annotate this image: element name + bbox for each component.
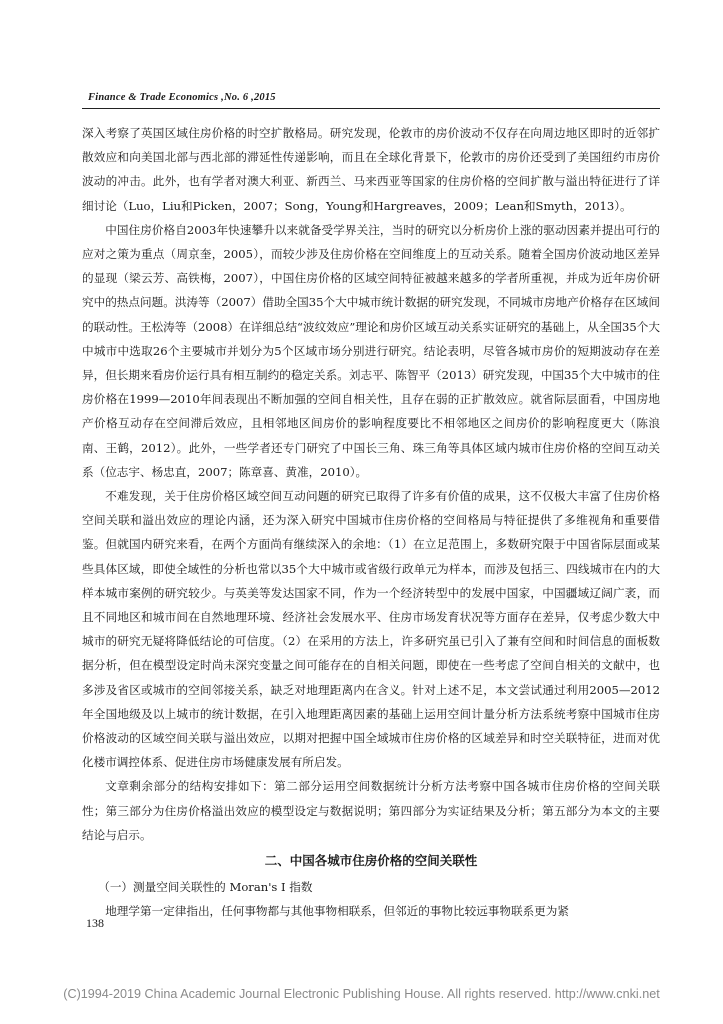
section-title: 二、中国各城市住房价格的空间关联性	[264, 853, 478, 869]
subsection-title: （一）测量空间关联性的 Moran's I 指数	[98, 880, 313, 895]
paragraph-4: 文章剩余部分的结构安排如下：第二部分运用空间数据统计分析方法考察中国各城市住房价格的空间关联性；第三部分为住房价格溢出效应的模型设定与数据说明；第四部分为实证结果及分析；第五部分为本文的主要结论与启示。	[82, 779, 660, 842]
paragraph-2: 中国住房价格自2003年快速攀升以来就备受学界关注，当时的研究以分析房价上涨的驱动因素并提出可行的应对之策为重点（周京奎，2005），而较少涉及住房价格在空间维度上的互动关系。随着全国房价波动地区差异的显现（梁云芳、高铁梅，2007），中国住房价格的区域空间特征被越来越多的学者所重视，并成为近年房价研究中的热点问题。洪涛等（2007）借助全国35个大中城市统计数据的研究发现，不同城市房地产价格存在区域间的联动性。王松涛等（2008）在详细总结“波纹效应”理论和房价区域互动关系实证研究的基础上，从全国35个大中城市中选取26个主要城市并划分为5个区域市场分别进行研究。结论表明，尽管各城市房价的短期波动存在差异，但长期来看房价运行具有相互制约的稳定关系。刘志平、陈智平（2013）研究发现，中国35个大中城市的住房价格在1999—2010年间表现出不断加强的空间自相关性，且存在弱的正扩散效应。就省际层面看，中国房地产价格互动存在空间滞后效应，且相邻地区间房价的影响程度要比不相邻地区之间房价的影响程度更大（陈浪南、王鹤，2012）。此外，一些学者还专门研究了中国长三角、珠三角等具体区域内城市住房价格的空间互动关系（位志宇、杨忠直，2007；陈章喜、黄准，2010）。	[82, 222, 660, 479]
paragraph-1: 深入考察了英国区域住房价格的时空扩散格局。研究发现，伦敦市的房价波动不仅存在向周边地区即时的近邻扩散效应和向美国北部与西北部的滞延性传递影响，而且在全球化背景下，伦敦市的房价还受到了美国纽约市房价波动的冲击。此外，也有学者对澳大利亚、新西兰、马来西亚等国家的住房价格的空间扩散与溢出特征进行了详细讨论（Luo，Liu和Picken，2007；Song，Young和Hargreaves，2009；Lean和Smyth，2013）。	[82, 126, 660, 213]
header-divider	[82, 108, 660, 109]
journal-header: Finance & Trade Economics ,No. 6 ,2015	[88, 92, 276, 103]
article-body	[82, 121, 660, 923]
page-number: 138	[86, 916, 104, 930]
paragraph-5: 地理学第一定律指出，任何事物都与其他事物相联系，但邻近的事物比较远事物联系更为紧	[105, 904, 569, 919]
copyright-footer: (C)1994-2019 China Academic Journal Electronic Publishing House. All rights reserved. http://www.cnki.net	[63, 987, 660, 1001]
paragraph-3: 不难发现，关于住房价格区域空间互动问题的研究已取得了许多有价值的成果，这不仅极大丰富了住房价格空间关联和溢出效应的理论内涵，还为深入研究中国城市住房价格的空间格局与特征提供了多维视角和重要借鉴。但就国内研究来看，在两个方面尚有继续深入的余地：（1）在立足范围上，多数研究限于中国省际层面或某些具体区域，即使全域性的分析也常以35个大中城市或省级行政单元为样本，而涉及包括三、四线城市在内的大样本城市案例的研究较少。与英美等发达国家不同，作为一个经济转型中的发展中国家，中国疆域辽阔广袤，而且不同地区和城市间在自然地理环境、经济社会发展水平、住房市场发育状况等方面存在差异，仅考虑少数大中城市的研究无疑将降低结论的可信度。（2）在采用的方法上，许多研究虽已引入了兼有空间和时间信息的面板数据分析，但在模型设定时尚未深究变量之间可能存在的自相关问题，即使在一些考虑了空间自相关的文献中，也多涉及省区或城市的空间邻接关系，缺乏对地理距离内在含义。针对上述不足，本文尝试通过利用2005—2012年全国地级及以上城市的统计数据，在引入地理距离因素的基础上运用空间计量分析方法系统考察中国城市住房价格波动的区域空间关联与溢出效应，以期对把握中国全域城市住房价格的区域差异和时空关联特征，进而对优化楼市调控体系、促进住房市场健康发展有所启发。	[82, 489, 660, 770]
